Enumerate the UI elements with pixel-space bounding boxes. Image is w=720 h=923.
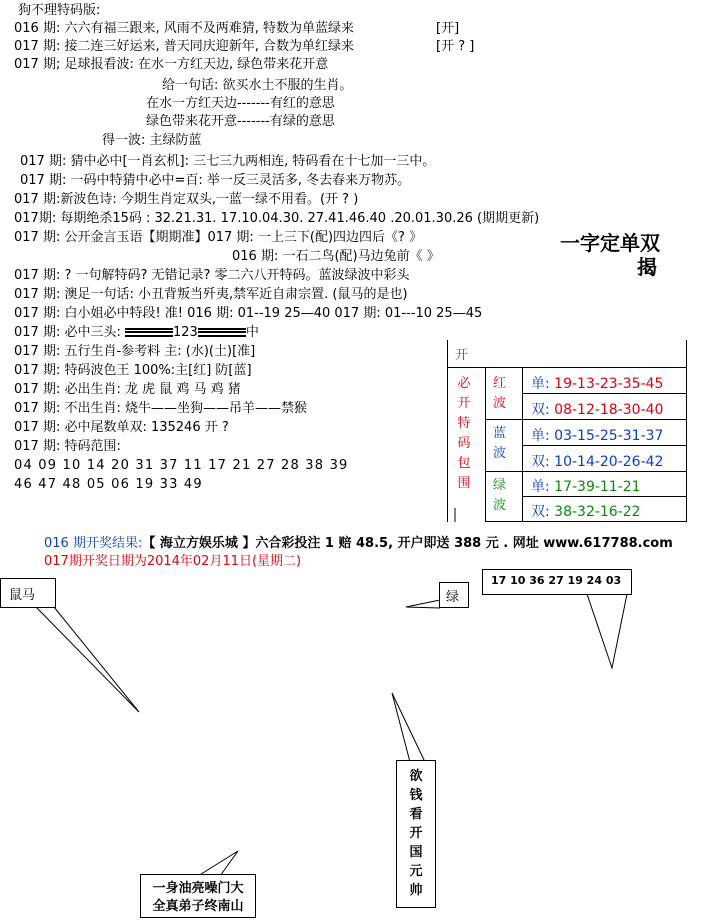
slogan: 一字定单双 <box>560 231 660 255</box>
blue-even-row: 双: 10-14-20-26-42 <box>531 454 664 470</box>
line-golden-words: 017 期: 公开金言玉语【期期准】017 期: 一上三下(配)四边四后《? 》 <box>14 230 423 245</box>
page-title: 狗不理特码版: <box>18 3 101 18</box>
line-football-wave: 017 期; 足球报看波: 在水一方红天边, 绿色带来花开意 <box>14 57 329 72</box>
red-even-row: 双: 08-12-18-30-40 <box>531 402 664 418</box>
line-tail-numbers: 017 期: 必中尾数单双: 135246 开 ? <box>14 420 229 435</box>
range-numbers-row: 46 47 48 05 06 19 33 49 <box>14 477 203 492</box>
green-even-row: 双: 38-32-16-22 <box>531 504 641 520</box>
line-016-prediction: 016 期: 六六有福三跟来, 风雨不及两难猜, 特数为单蓝绿来 [开] <box>14 21 460 36</box>
line-macau-sentence: 017 期: 澳足一句话: 小丑背叛当歼夷,禁军近自肃宗置. (鼠马的是也) <box>14 287 408 302</box>
group-name-blue: 蓝 波 <box>493 426 507 461</box>
line-zodiac-puzzle: 017 期: 猜中必中[一肖玄机]: 三七三九两相连, 特码看在十七加一三中。 <box>20 154 436 169</box>
line-wave-king: 017 期: 特码波色王 100%:主[红] 防[蓝] <box>14 363 252 378</box>
callout-numbers: 17 10 36 27 19 24 03 <box>482 569 632 595</box>
slogan-char: 揭 <box>637 255 657 279</box>
blue-odd-row: 单: 03-15-25-31-37 <box>531 428 664 444</box>
line-wave-result: 得一波: 主绿防蓝 <box>102 133 202 148</box>
line-tag: [开 ? ] <box>436 39 475 54</box>
green-odd-row: 单: 17-39-11-21 <box>531 479 641 495</box>
line-green-meaning: 绿色带来花开意-------有绿的意思 <box>146 114 335 129</box>
line-color-poem: 017 期:新波色诗: 今期生肖定双头,一蓝一绿不用看。(开 ? ) <box>14 192 359 207</box>
line-017-prediction: 017 期: 接二连三好运来, 普天同庆迎新年, 合数为单红绿来 [开 ? ] <box>14 39 475 54</box>
range-numbers-row: 04 09 10 14 20 31 37 11 17 21 27 28 38 39 <box>14 458 349 473</box>
callout-poem: 一身油亮噪门大 全真弟子终南山 <box>140 874 256 918</box>
draw-date: 017期开奖日期为2014年02月11日(星期二) <box>44 554 302 569</box>
callout-vertical: 欲 钱 看 开 国 元 帅 <box>396 760 436 908</box>
line-three-heads: 017 期: 必中三头: 123 中 <box>14 325 259 340</box>
callout-color: 绿 <box>439 582 469 608</box>
line-riddle: 017 期: ? 一句解特码? 无错记录? 零二六八开特码。蓝波绿波中彩头 <box>14 268 410 283</box>
table-side-label: 必 开 特 码 包 围 <box>457 376 471 491</box>
line-five-elements: 017 期: 五行生肖-参考料 主: (水)(土)[准] <box>14 344 256 359</box>
line-one-stone: 016 期: 一石二鸟(配)马边兔前《 》 <box>232 249 440 264</box>
line-range-label: 017 期: 特码范围: <box>14 439 121 454</box>
group-name-red: 红 波 <box>493 376 507 411</box>
callout-zodiac: 鼠马 <box>0 578 56 608</box>
line-one-code: 017 期: 一码中特猜中必中=百: 举一反三灵活多, 冬去春来万物苏。 <box>20 173 411 188</box>
table-header: 开 <box>455 348 469 363</box>
line-kill-codes: 017期: 每期绝杀15码 : 32.21.31. 17.10.04.30. 27.41.46.40 .20.01.30.26 (期期更新) <box>14 211 540 226</box>
line-no-zodiac: 017 期: 不出生肖: 烧牛——坐狗——吊羊——禁猴 <box>14 401 307 416</box>
group-name-green: 绿 波 <box>493 478 507 513</box>
red-odd-row: 单: 19-13-23-35-45 <box>531 376 664 392</box>
line-must-zodiac: 017 期: 必出生肖: 龙 虎 鼠 鸡 马 鸡 猪 <box>14 382 241 397</box>
line-tag: [开] <box>436 21 460 36</box>
result-line: 016 期开奖结果:【 海立方娱乐城 】六合彩投注 1 赔 48.5, 开户即送 388 元 . 网址 www.617788.com <box>44 536 673 551</box>
line-red-meaning: 在水一方红天边-------有红的意思 <box>146 96 335 111</box>
line-special-range: 017 期: 白小姐必中特段! 准! 016 期: 01--19 25—40 017 期: 01---10 25—45 <box>14 306 483 321</box>
line-one-sentence: 给一句话: 欲买水土不服的生肖。 <box>162 78 353 93</box>
